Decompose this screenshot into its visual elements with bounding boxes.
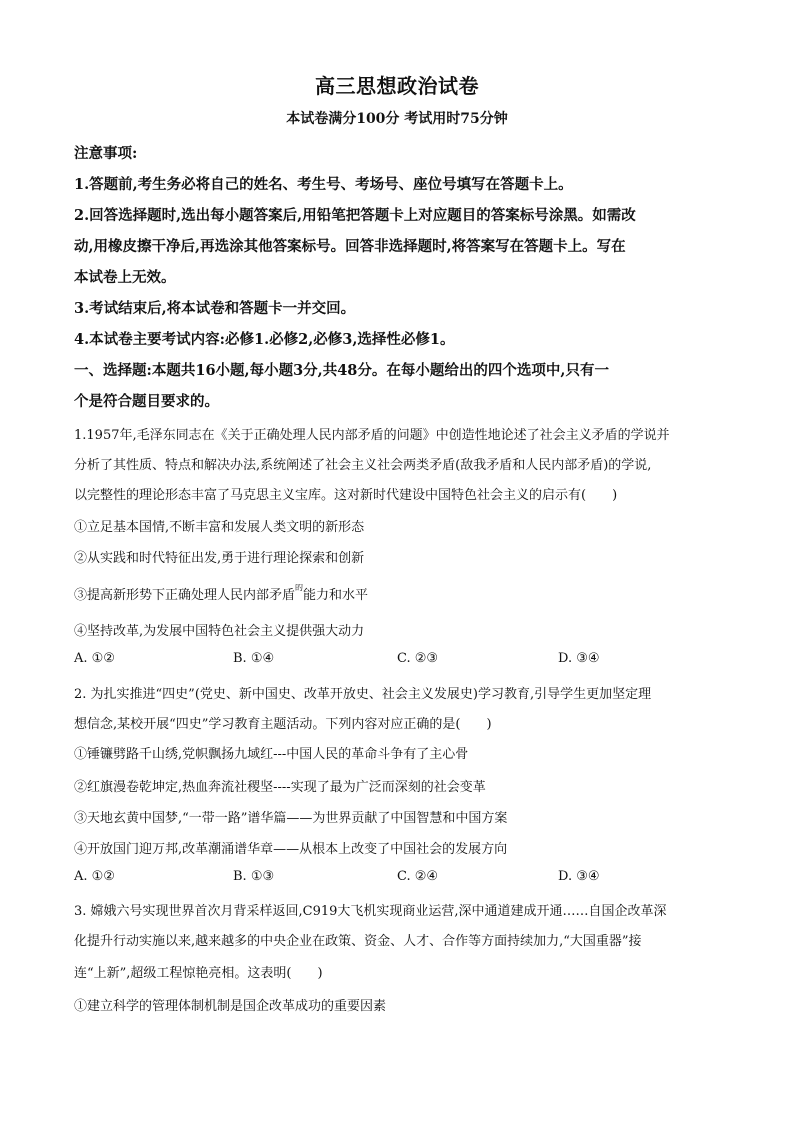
q3-stem-line: 3. 嫦娥六号实现世界首次月背采样返回,C919大飞机实现商业运营,深中通道建成开通……自国企改革深: [74, 904, 667, 919]
notice-line: 本试卷上无效。: [74, 269, 176, 286]
notice-line: 2.回答选择题时,选出每小题答案后,用铅笔把答题卡上对应题目的答案标号涂黑。如需改: [74, 207, 636, 224]
notice-line: 动,用橡皮擦干净后,再选涂其他答案标号。回答非选择题时,将答案写在答题卡上。写在: [74, 238, 626, 255]
q2-item: ④开放国门迎万邦,改革潮涌谱华章——从根本上改变了中国社会的发展方向: [74, 842, 508, 857]
q2-item: ②红旗漫卷乾坤定,热血奔流社稷坚----实现了最为广泛而深刻的社会变革: [74, 780, 486, 795]
exam-subtitle: 本试卷满分100分 考试用时75分钟: [286, 111, 508, 127]
q2-option-d: D. ③④: [558, 869, 600, 884]
q1-stem-line: 1.1957年,毛泽东同志在《关于正确处理人民内部矛盾的问题》中创造性地论述了社会主义矛盾的学说并: [74, 428, 670, 443]
section-heading: 一、选择题:本题共16小题,每小题3分,共48分。在每小题给出的四个选项中,只有一: [74, 362, 609, 379]
q1-option-c: C. ②③: [397, 651, 439, 666]
q3-stem-line: 连“上新”,超级工程惊艳亮相。这表明( ): [74, 966, 323, 981]
q2-option-c: C. ②④: [397, 869, 439, 884]
q2-option-a: A. ①②: [74, 869, 115, 884]
q1-option-b: B. ①④: [233, 651, 275, 666]
q1-option-d: D. ③④: [558, 651, 600, 666]
q1-option-a: A. ①②: [74, 651, 115, 666]
q3-stem-line: 化提升行动实施以来,越来越多的中央企业在政策、资金、人才、合作等方面持续加力,“大国重器”接: [74, 934, 642, 949]
notice-line: 1.答题前,考生务必将自己的姓名、考生号、考场号、座位号填写在答题卡上。: [74, 176, 573, 193]
q1-item: ①立足基本国情,不断丰富和发展人类文明的新形态: [74, 520, 365, 535]
q1-item3-text: ③提高新形势下正确处理人民内部矛盾: [74, 588, 296, 603]
exam-title: 高三思想政治试卷: [315, 74, 479, 98]
notice-heading: 注意事项:: [74, 145, 138, 162]
q1-item: ④坚持改革,为发展中国特色社会主义提供强大动力: [74, 624, 365, 639]
q1-item3-mark: 的: [295, 584, 304, 592]
q1-item: ②从实践和时代特征出发,勇于进行理论探索和创新: [74, 551, 365, 566]
q2-options: [74, 869, 722, 887]
q1-stem-line: 以完整性的理论形态丰富了马克思主义宝库。这对新时代建设中国特色社会主义的启示有( ): [74, 488, 618, 503]
notice-line: 4.本试卷主要考试内容:必修1.必修2,必修3,选择性必修1。: [74, 331, 455, 348]
q1-options: [74, 651, 722, 669]
q1-stem-line: 分析了其性质、特点和解决办法,系统阐述了社会主义社会两类矛盾(敌我矛盾和人民内部矛盾)的学说,: [74, 458, 652, 473]
q2-stem-line: 想信念,某校开展“四史”学习教育主题活动。下列内容对应正确的是( ): [74, 717, 492, 732]
q3-item: ①建立科学的管理体制机制是国企改革成功的重要因素: [74, 999, 387, 1014]
q2-item: ③天地玄黄中国梦,“一带一路”谱华篇——为世界贡献了中国智慧和中国方案: [74, 811, 508, 826]
q2-stem-line: 2. 为扎实推进“四史”(党史、新中国史、改革开放史、社会主义发展史)学习教育,引导学生更加坚定理: [74, 687, 652, 702]
q1-item3-tail: 能力和水平: [303, 588, 369, 603]
q1-item: [74, 584, 722, 603]
section-heading: 个是符合题目要求的。: [74, 393, 219, 410]
q2-option-b: B. ①③: [233, 869, 275, 884]
q2-item: ①锤镰劈路千山绣,党帜飘扬九域红---中国人民的革命斗争有了主心骨: [74, 747, 469, 762]
notice-line: 3.考试结束后,将本试卷和答题卡一并交回。: [74, 300, 356, 317]
